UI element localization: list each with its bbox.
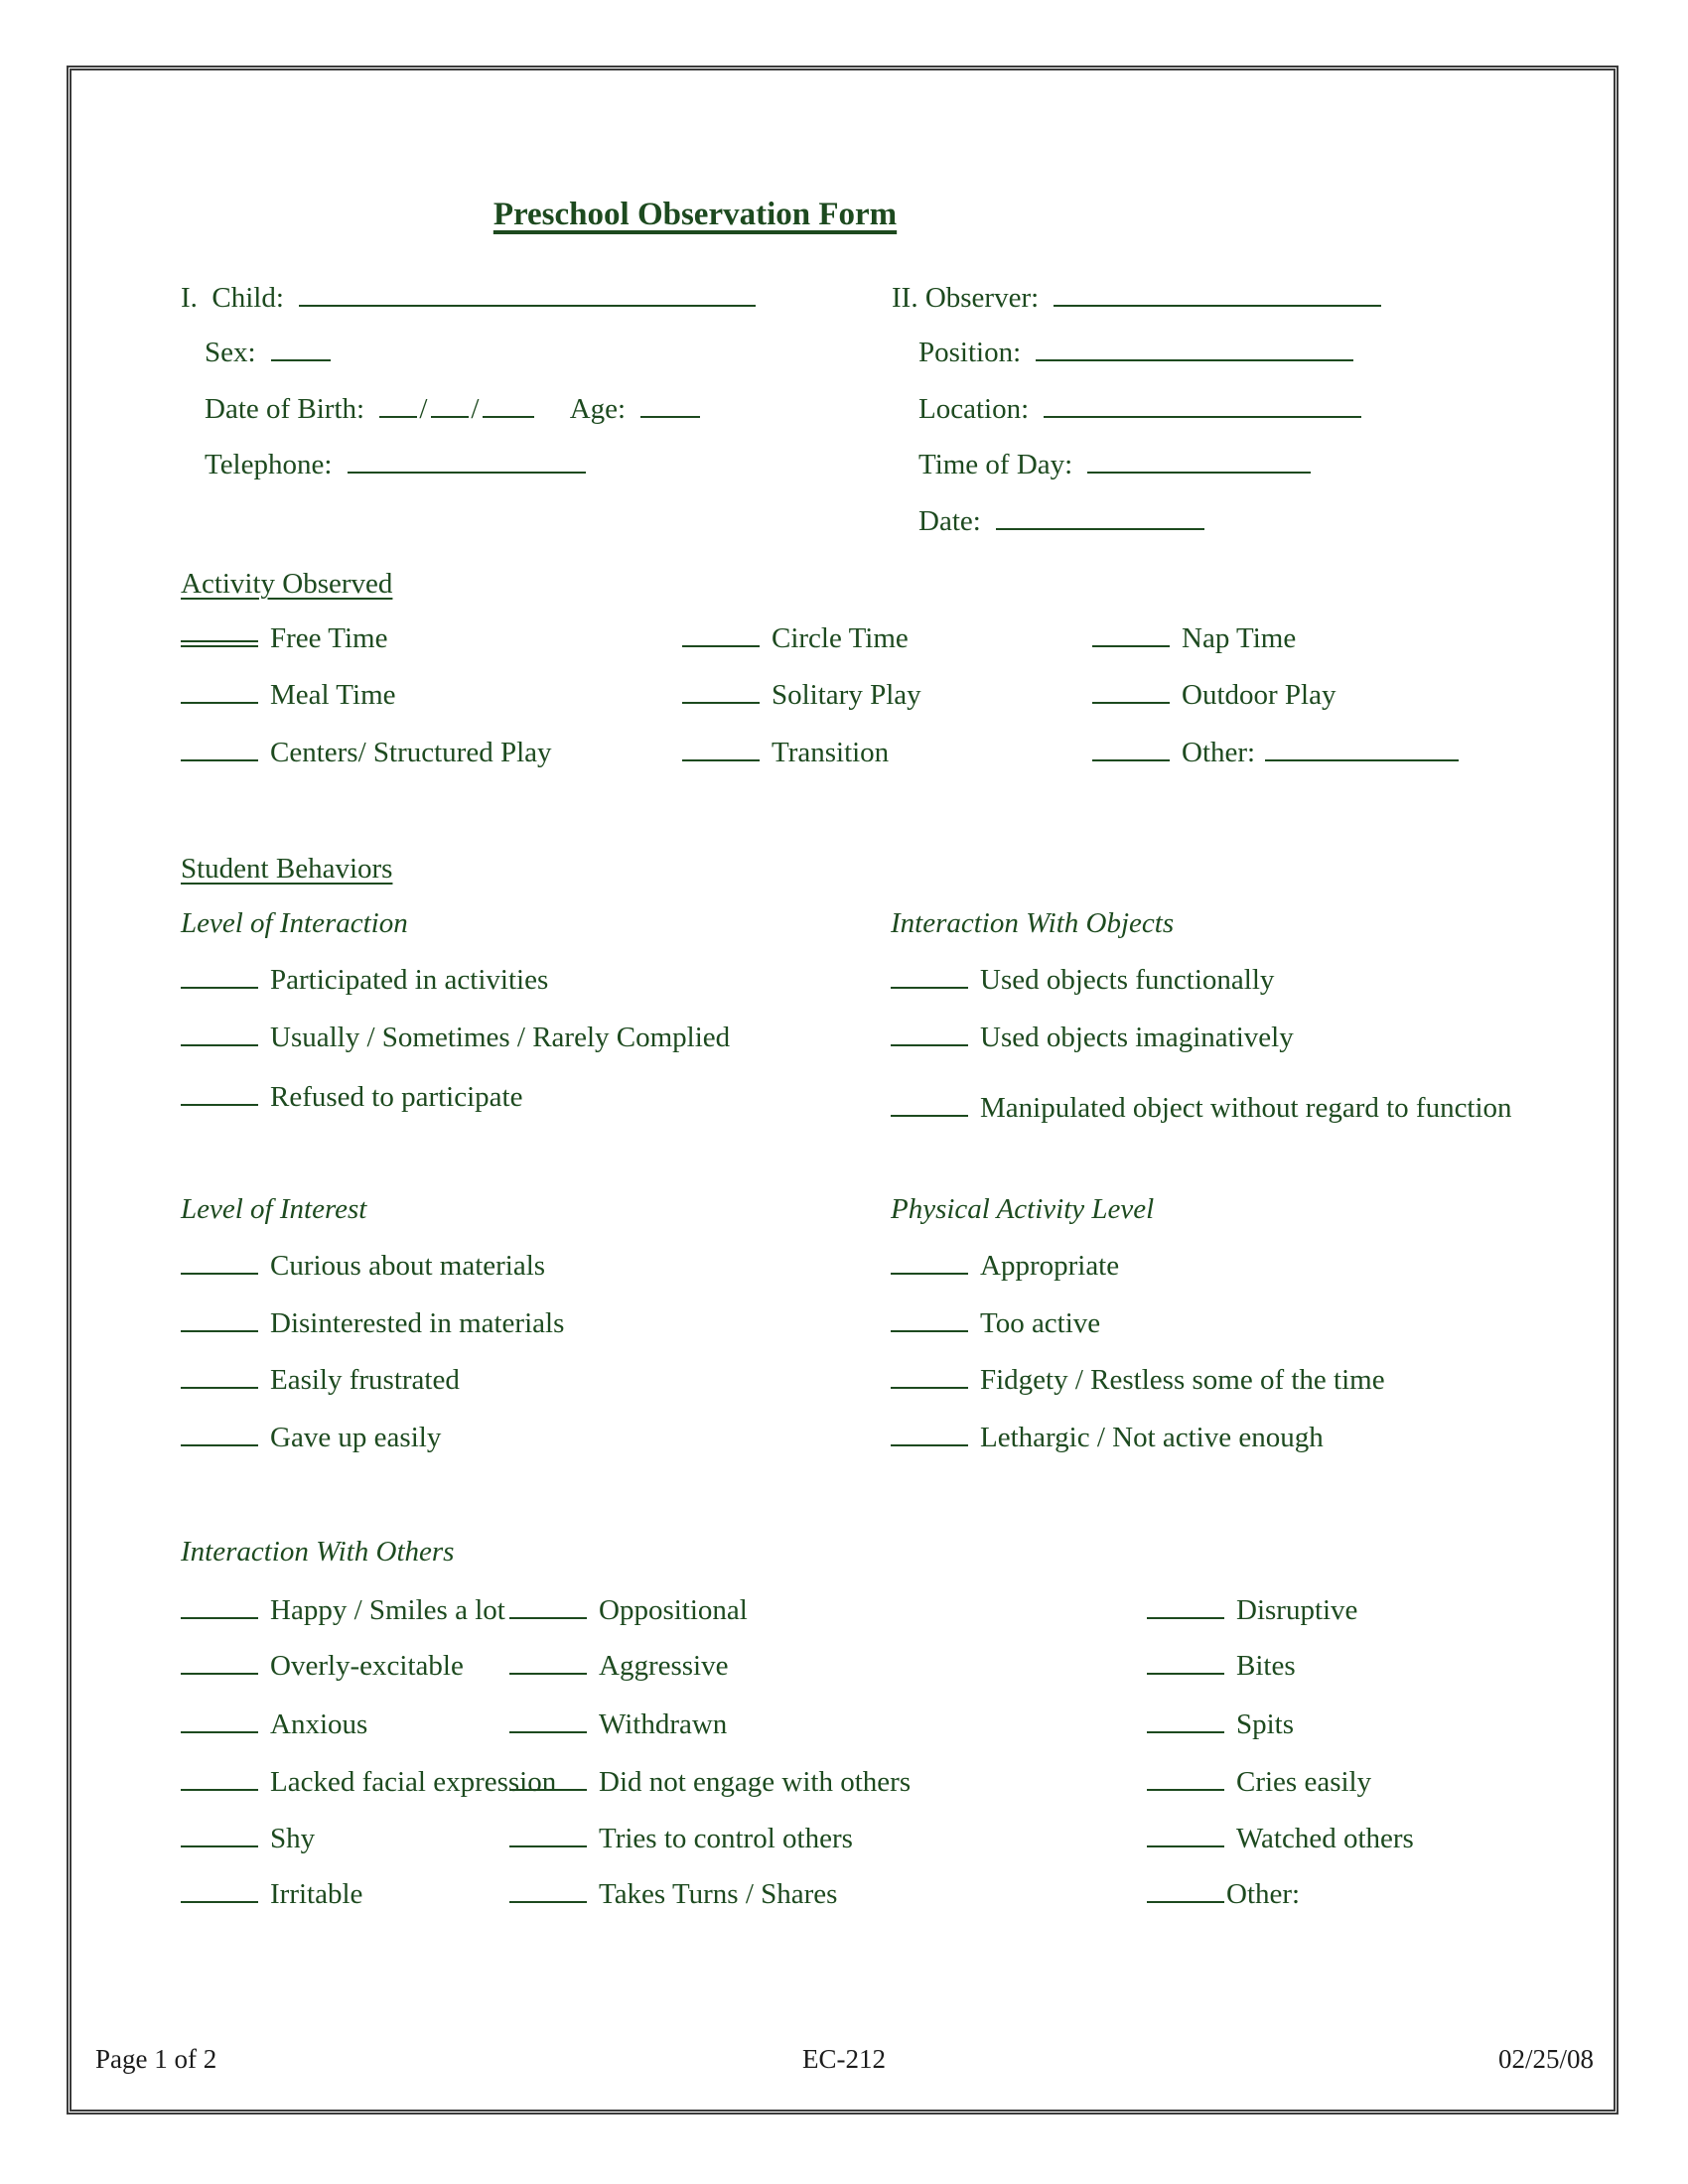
withdrawn-label: Withdrawn	[599, 1708, 728, 1740]
gave-up-blank[interactable]	[181, 1443, 258, 1446]
free-time-label: Free Time	[270, 622, 388, 654]
disinterested-label: Disinterested in materials	[270, 1307, 565, 1339]
behavior-item-manipulated	[891, 1080, 1598, 1137]
dob-day-blank[interactable]	[431, 415, 469, 418]
level-of-interest-title: Level of Interest	[181, 1193, 367, 1225]
nap-time-label: Nap Time	[1182, 622, 1297, 654]
behavior-item-fidgety	[891, 1363, 1385, 1397]
interaction-with-objects-title: Interaction With Objects	[891, 907, 1175, 939]
takes-turns-blank[interactable]	[509, 1900, 587, 1903]
child-name-blank[interactable]	[299, 304, 756, 307]
easily-frustrated-blank[interactable]	[181, 1386, 258, 1389]
footer-date: 02/25/08	[1497, 2044, 1594, 2074]
dob-slash-2: /	[471, 393, 480, 425]
behavior-item-takes-turns	[509, 1877, 837, 1911]
meal-time-blank[interactable]	[181, 701, 258, 704]
tries-control-label: Tries to control others	[599, 1823, 853, 1854]
behavior-item-disruptive	[1147, 1593, 1357, 1627]
behavior-item-participated	[181, 963, 548, 997]
behavior-item-irritable	[181, 1877, 362, 1911]
dob-age-row	[205, 392, 712, 426]
behavior-item-shy	[181, 1822, 315, 1855]
centers-structured-play-label: Centers/ Structured Play	[270, 737, 552, 768]
page-title-text: Preschool Observation Form	[492, 197, 898, 232]
complied-blank[interactable]	[181, 1043, 258, 1046]
behavior-item-spits	[1147, 1707, 1294, 1741]
behavior-item-gave-up	[181, 1421, 441, 1454]
dob-month-blank[interactable]	[379, 415, 417, 418]
watched-blank[interactable]	[1147, 1844, 1224, 1847]
dob-year-blank[interactable]	[483, 415, 534, 418]
solitary-play-blank[interactable]	[682, 701, 760, 704]
behavior-item-oppositional	[509, 1593, 748, 1627]
observation-date-blank[interactable]	[996, 527, 1204, 530]
curious-blank[interactable]	[181, 1272, 258, 1275]
overly-excitable-blank[interactable]	[181, 1672, 258, 1675]
age-label: Age:	[569, 393, 627, 425]
other-activity-blank[interactable]	[1092, 758, 1170, 761]
gave-up-label: Gave up easily	[270, 1422, 442, 1453]
behavior-item-withdrawn	[509, 1707, 727, 1741]
shy-blank[interactable]	[181, 1844, 258, 1847]
date-label: Date:	[918, 505, 981, 537]
takes-turns-label: Takes Turns / Shares	[599, 1878, 838, 1910]
position-field-row	[918, 336, 1365, 369]
aggressive-label: Aggressive	[599, 1650, 729, 1682]
spits-blank[interactable]	[1147, 1730, 1224, 1733]
activity-item-centers-structured-play	[181, 736, 552, 769]
child-label: I. Child:	[181, 282, 284, 314]
behavior-item-tries-control	[509, 1822, 853, 1855]
refused-label: Refused to participate	[270, 1081, 523, 1113]
transition-label: Transition	[772, 737, 890, 768]
position-blank[interactable]	[1036, 358, 1353, 361]
location-blank[interactable]	[1044, 415, 1361, 418]
aggressive-blank[interactable]	[509, 1672, 587, 1675]
disruptive-blank[interactable]	[1147, 1616, 1224, 1619]
used-functionally-blank[interactable]	[891, 986, 968, 989]
used-functionally-label: Used objects functionally	[980, 964, 1275, 996]
activity-item-meal-time	[181, 678, 396, 712]
observer-label: II. Observer:	[892, 282, 1040, 314]
overly-excitable-label: Overly-excitable	[270, 1650, 464, 1682]
behavior-item-appropriate	[891, 1249, 1119, 1283]
happy-blank[interactable]	[181, 1616, 258, 1619]
page-title	[0, 197, 1390, 233]
telephone-field-row	[205, 448, 598, 481]
circle-time-blank[interactable]	[682, 644, 760, 647]
participated-blank[interactable]	[181, 986, 258, 989]
cries-blank[interactable]	[1147, 1788, 1224, 1791]
irritable-blank[interactable]	[181, 1900, 258, 1903]
solitary-play-label: Solitary Play	[772, 679, 921, 711]
activity-item-solitary-play	[682, 678, 921, 712]
lacked-expression-blank[interactable]	[181, 1788, 258, 1791]
observer-name-blank[interactable]	[1054, 304, 1381, 307]
anxious-label: Anxious	[270, 1708, 368, 1740]
lethargic-blank[interactable]	[891, 1443, 968, 1446]
behavior-item-happy	[181, 1593, 505, 1627]
behavior-item-aggressive	[509, 1649, 728, 1683]
transition-blank[interactable]	[682, 758, 760, 761]
observer-field-row	[892, 281, 1393, 315]
complied-label: Usually / Sometimes / Rarely Complied	[270, 1022, 731, 1053]
did-not-engage-blank[interactable]	[509, 1788, 587, 1791]
curious-label: Curious about materials	[270, 1250, 546, 1282]
fidgety-blank[interactable]	[891, 1386, 968, 1389]
behavior-item-lacked-expression	[181, 1765, 556, 1799]
behavior-item-disinterested	[181, 1306, 564, 1340]
interaction-with-others-title: Interaction With Others	[181, 1536, 455, 1568]
time-of-day-field-row	[918, 448, 1323, 481]
tries-control-blank[interactable]	[509, 1844, 587, 1847]
disruptive-label: Disruptive	[1236, 1594, 1358, 1626]
cries-label: Cries easily	[1236, 1766, 1372, 1798]
oppositional-blank[interactable]	[509, 1616, 587, 1619]
behavior-item-other	[1147, 1877, 1300, 1911]
footer-form-number: EC-212	[802, 2044, 886, 2074]
lethargic-label: Lethargic / Not active enough	[980, 1422, 1324, 1453]
behavior-item-overly-excitable	[181, 1649, 464, 1683]
physical-activity-level-title: Physical Activity Level	[891, 1193, 1155, 1225]
centers-structured-play-blank[interactable]	[181, 758, 258, 761]
sex-field-row	[205, 336, 343, 369]
level-of-interaction-title: Level of Interaction	[181, 907, 408, 939]
did-not-engage-label: Did not engage with others	[599, 1766, 912, 1798]
sex-label: Sex:	[205, 337, 256, 368]
activity-item-nap-time	[1092, 621, 1296, 655]
dob-slash-1: /	[419, 393, 428, 425]
footer-page-number: Page 1 of 2	[95, 2044, 217, 2074]
too-active-blank[interactable]	[891, 1329, 968, 1332]
behavior-item-bites	[1147, 1649, 1296, 1683]
behavior-item-cries	[1147, 1765, 1371, 1799]
telephone-label: Telephone:	[205, 449, 333, 480]
other-behavior-label: Other:	[1226, 1878, 1301, 1910]
irritable-label: Irritable	[270, 1878, 363, 1910]
activity-item-other	[1092, 736, 1459, 769]
bites-label: Bites	[1236, 1650, 1296, 1682]
behavior-item-too-active	[891, 1306, 1100, 1340]
behavior-item-used-imaginatively	[891, 1021, 1294, 1054]
behavior-item-complied	[181, 1021, 730, 1054]
lacked-expression-label: Lacked facial expression	[270, 1766, 557, 1798]
time-of-day-blank[interactable]	[1087, 471, 1311, 474]
behavior-item-used-functionally	[891, 963, 1274, 997]
manipulated-blank[interactable]	[891, 1114, 968, 1117]
other-activity-label: Other:	[1182, 737, 1256, 768]
activity-item-outdoor-play	[1092, 678, 1336, 712]
activity-item-circle-time	[682, 621, 909, 655]
date-field-row	[918, 504, 1216, 538]
behavior-item-easily-frustrated	[181, 1363, 460, 1397]
watched-label: Watched others	[1236, 1823, 1414, 1854]
behavior-item-anxious	[181, 1707, 367, 1741]
bites-blank[interactable]	[1147, 1672, 1224, 1675]
behavior-item-watched	[1147, 1822, 1414, 1855]
activity-item-free-time	[181, 621, 387, 655]
other-behavior-blank[interactable]	[1147, 1900, 1224, 1903]
oppositional-label: Oppositional	[599, 1594, 748, 1626]
participated-label: Participated in activities	[270, 964, 549, 996]
behavior-item-lethargic	[891, 1421, 1324, 1454]
appropriate-blank[interactable]	[891, 1272, 968, 1275]
fidgety-label: Fidgety / Restless some of the time	[980, 1364, 1385, 1396]
behavior-item-refused	[181, 1080, 522, 1114]
happy-label: Happy / Smiles a lot	[270, 1594, 505, 1626]
location-field-row	[918, 392, 1373, 426]
behavior-item-did-not-engage	[509, 1765, 911, 1799]
activity-item-transition	[682, 736, 889, 769]
position-label: Position:	[918, 337, 1022, 368]
time-of-day-label: Time of Day:	[918, 449, 1073, 480]
refused-blank[interactable]	[181, 1103, 258, 1106]
sex-blank[interactable]	[271, 358, 331, 361]
location-label: Location:	[918, 393, 1030, 425]
activity-observed-heading: Activity Observed	[181, 568, 393, 600]
age-blank[interactable]	[640, 415, 700, 418]
anxious-blank[interactable]	[181, 1730, 258, 1733]
outdoor-play-blank[interactable]	[1092, 701, 1170, 704]
easily-frustrated-label: Easily frustrated	[270, 1364, 460, 1396]
used-imaginatively-label: Used objects imaginatively	[980, 1022, 1294, 1053]
behavior-item-curious	[181, 1249, 545, 1283]
shy-label: Shy	[270, 1823, 316, 1854]
child-field-row	[181, 281, 768, 315]
circle-time-label: Circle Time	[772, 622, 909, 654]
withdrawn-blank[interactable]	[509, 1730, 587, 1733]
outdoor-play-label: Outdoor Play	[1182, 679, 1336, 711]
telephone-blank[interactable]	[348, 471, 586, 474]
student-behaviors-heading: Student Behaviors	[181, 853, 393, 885]
dob-label: Date of Birth:	[205, 393, 365, 425]
free-time-blank[interactable]	[181, 639, 258, 647]
too-active-label: Too active	[980, 1307, 1101, 1339]
other-activity-write-in-blank[interactable]	[1265, 758, 1459, 761]
disinterested-blank[interactable]	[181, 1329, 258, 1332]
manipulated-label: Manipulated object without regard to function	[980, 1092, 1512, 1124]
used-imaginatively-blank[interactable]	[891, 1043, 968, 1046]
meal-time-label: Meal Time	[270, 679, 396, 711]
appropriate-label: Appropriate	[980, 1250, 1120, 1282]
spits-label: Spits	[1236, 1708, 1295, 1740]
nap-time-blank[interactable]	[1092, 644, 1170, 647]
